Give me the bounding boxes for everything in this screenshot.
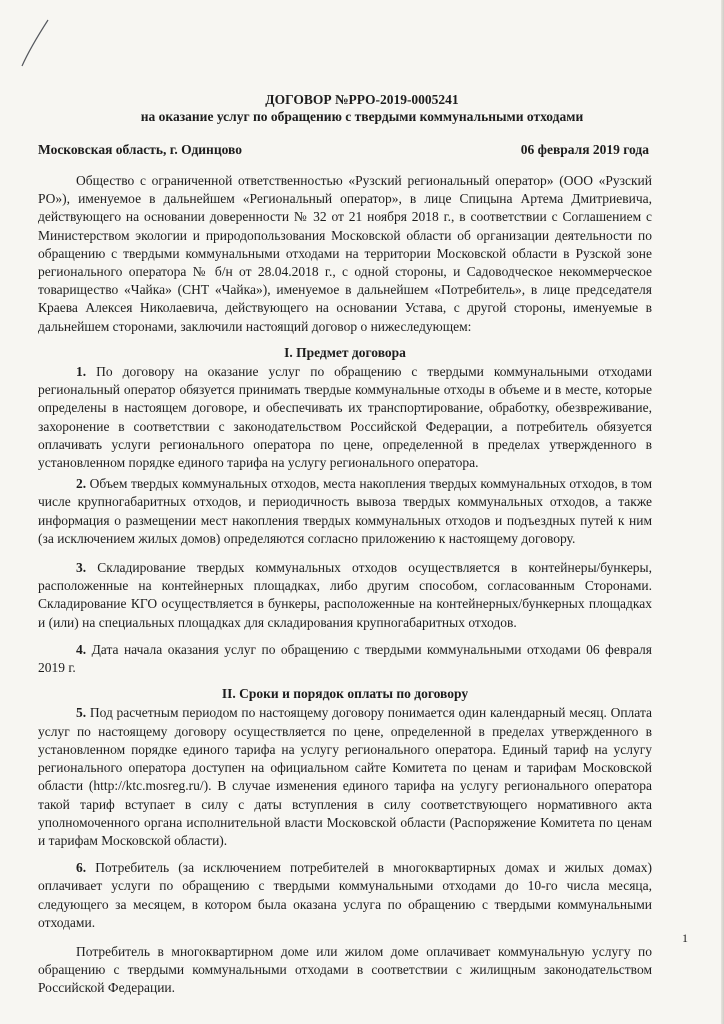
clause-number: 5. bbox=[76, 705, 87, 721]
clause-text: Объем твердых коммунальных отходов, места накопления твердых коммунальных отходов, в том числе крупногабаритных отходов, и периодичность вывоза твердых коммунальных отходов, а также информация о размещении мест накопления твердых коммунальных отходов и подъездных путей к ним (за исключением жилых домов) определяются согласно приложению к настоящему договору. bbox=[38, 476, 652, 546]
clause-number: 2. bbox=[76, 476, 87, 492]
clause-6 bbox=[38, 859, 652, 932]
clause-5 bbox=[38, 704, 652, 850]
clause-text: Складирование твердых коммунальных отходов осуществляется в контейнеры/бункеры, расположенные на контейнерных площадках, либо другим способом, согласованным Сторонами. Складирование КГО осуществляется в бункеры, расположенные на контейнерных/бункерных площадках и (или) на специальных площадках для складирования крупногабаритных отходов. bbox=[38, 560, 653, 630]
clause-number: 3. bbox=[76, 560, 87, 576]
clause-text: Дата начала оказания услуг по обращению с твердыми коммунальными отходами 06 февраля 2019 г. bbox=[38, 641, 653, 676]
clause-text: Под расчетным периодом по настоящему договору понимается один календарный месяц. Оплата услуг по настоящему договору осуществляется по цене, определенной в пределах утвержденного в установленном порядке единого тарифа на услугу регионального оператора. Единый тариф на услугу регионального оператора доступен на официальном сайте Комитета по ценам и тарифам Московской области (http://ktc.mosreg.ru/). В случае изменения единого тарифа на услугу регионального оператора такой тариф вступает в силу с даты вступления в силу соответствующего нормативного акта уполномоченного органа исполнительной власти Московской области (Распоряжение Комитета по ценам и тарифам Московской области). bbox=[38, 705, 652, 848]
pen-stroke-mark bbox=[20, 18, 50, 68]
clause-2 bbox=[38, 475, 652, 548]
clause-number: 4. bbox=[76, 641, 87, 657]
clause-number: 1. bbox=[76, 364, 87, 380]
document-body bbox=[38, 172, 652, 998]
clause-4 bbox=[38, 641, 652, 677]
document-place: Московская область, г. Одинцово bbox=[38, 142, 242, 157]
place-date-line bbox=[38, 141, 649, 159]
section-heading-payment: II. Сроки и порядок оплаты по договору bbox=[221, 686, 469, 702]
document-title: ДОГОВОР №РРО-2019-0005241 bbox=[265, 92, 459, 107]
document-date: 06 февраля 2019 года bbox=[520, 142, 649, 157]
page-number: 1 bbox=[682, 931, 688, 945]
clause-text: Потребитель (за исключением потребителей в многоквартирных домах и жилых домах) оплачивает услуги по обращению с твердыми коммунальными отходами до 10-го числа месяца, следующего за месяцем, в котором была оказана услуга по обращению с твердыми коммунальными отходами. bbox=[38, 860, 652, 930]
clause-text: По договору на оказание услуг по обращению с твердыми коммунальными отходами региональный оператор обязуется принимать твердые коммунальные отходы в объеме и в месте, которые определены в настоящем договоре, и обеспечивать их транспортирование, обработку, обезвреживание, захоронение в соответствии с законодательством Российской Федерации, а потребитель обязуется оплачивать услуги регионального оператора по цене, определенной в пределах утвержденного в установленном порядке единого тарифа на услугу регионального оператора. bbox=[38, 364, 652, 471]
document-subtitle: на оказание услуг по обращению с твердыми коммунальными отходами bbox=[140, 109, 584, 124]
clause-number: 6. bbox=[76, 860, 87, 876]
clause-1 bbox=[38, 363, 652, 472]
section-heading-subject: I. Предмет договора bbox=[284, 344, 406, 360]
clause-3 bbox=[38, 559, 652, 632]
preamble-paragraph: Общество с ограниченной ответственностью «Рузский региональный оператор» (ООО «Рузский РО»), именуемое в дальнейшем «Региональный оператор», в лице Спицына Артема Дмитриевича, действующего на основании доверенности № 32 от 21 ноября 2018 г., в соответствии с Соглашением с Министерством экологии и природопользования Московской области об организации деятельности по обращению с твердыми коммунальными отходами на территории Московской области в Рузской зоне регионального оператора № б/н от 28.04.2018 г., с одной стороны, и Садоводческое некоммерческое товарищество «Чайка» (СНТ «Чайка»), именуемое в дальнейшем «Потребитель», в лице председателя Краева Алексея Николаевича, действующего на основании Устава, с другой стороны, именуемые в дальнейшем сторонами, заключили настоящий договор о нижеследующем: bbox=[38, 173, 652, 334]
closing-paragraph: Потребитель в многоквартирном доме или жилом доме оплачивает коммунальную услугу по обращению с твердыми коммунальными отходами в соответствии с жилищным законодательством Российской Федерации. bbox=[38, 943, 652, 996]
